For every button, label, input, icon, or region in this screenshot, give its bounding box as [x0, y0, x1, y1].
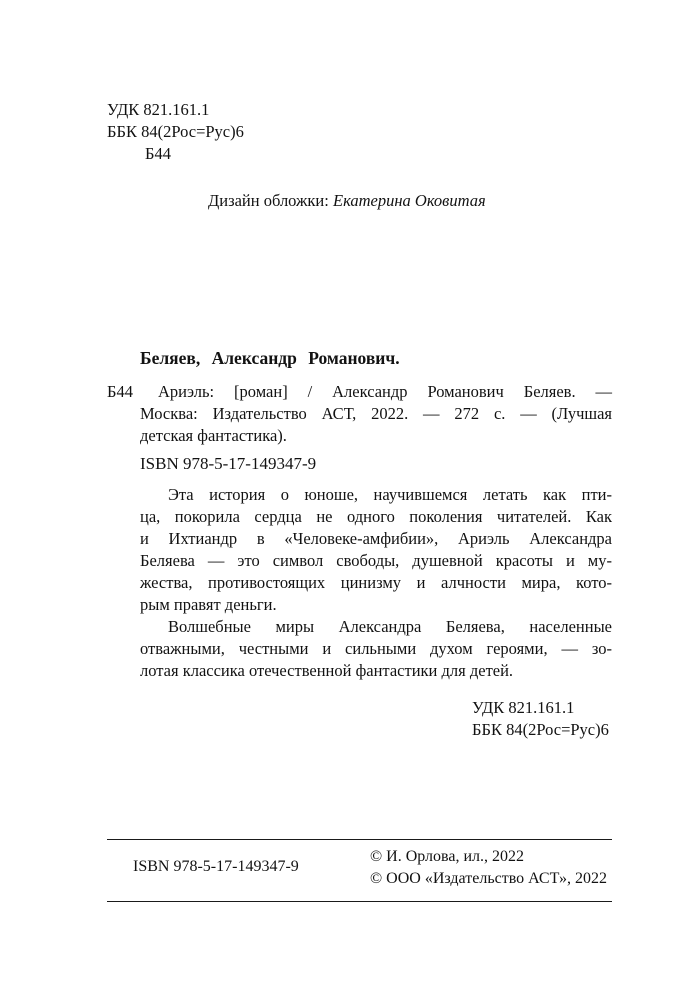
classification-block-top: [107, 99, 244, 165]
bbk-code-bottom: ББК 84(2Рос=Рус)6: [472, 720, 609, 739]
catalog-entry-line: Ариэль: [роман] / Александр Романович Беляев. —: [158, 382, 612, 401]
copyright-block: [370, 846, 607, 890]
isbn-footer: ISBN 978-5-17-149347-9: [133, 858, 299, 875]
annotation-line: рым правят деньги.: [140, 595, 277, 614]
annotation-line: ца, покорила сердца не одного поколения читателей. Как: [140, 507, 612, 526]
udk-code-bottom: УДК 821.161.1: [472, 698, 575, 717]
catalog-entry: [140, 381, 612, 447]
cover-design-credit: [208, 190, 486, 212]
cover-designer-name: Екатерина Оковитая: [332, 191, 486, 210]
author-code-entry: Б44: [107, 382, 133, 401]
bbk-code-top: ББК 84(2Рос=Рус)6: [107, 122, 244, 141]
annotation-line: и Ихтиандр в «Человеке-амфибии», Ариэль Александра: [140, 529, 612, 548]
classification-block-bottom: [472, 697, 609, 741]
annotation-line: лотая классика отечественной фантастики для детей.: [140, 661, 514, 680]
annotation-line: Беляева — это символ свободы, душевной красоты и му-: [140, 551, 612, 570]
annotation-line: Эта история о юноше, научившемся летать как пти-: [168, 485, 612, 504]
catalog-entry-line: детская фантастика).: [140, 426, 287, 445]
isbn-catalog: ISBN 978-5-17-149347-9: [140, 454, 317, 473]
author-code-top: Б44: [145, 144, 171, 163]
copyright-line: © И. Орлова, ил., 2022: [370, 848, 525, 865]
annotation-line: отважными, честными и сильными духом героями, — зо-: [140, 639, 612, 658]
udk-code-top: УДК 821.161.1: [107, 100, 210, 119]
cover-design-label: Дизайн обложки:: [208, 191, 329, 210]
divider-top: [107, 839, 612, 840]
author-heading: Беляев, Александр Романович.: [140, 348, 400, 368]
catalog-entry-line: Москва: Издательство АСТ, 2022. — 272 с. — (Лучшая: [140, 404, 612, 423]
annotation-line: Волшебные миры Александра Беляева, населенные: [168, 617, 612, 636]
annotation-line: жества, противостоящих цинизму и алчности мира, кото-: [140, 573, 612, 592]
copyright-line: © ООО «Издательство АСТ», 2022: [370, 870, 607, 887]
annotation-block: [140, 484, 612, 682]
divider-bottom: [107, 901, 612, 902]
